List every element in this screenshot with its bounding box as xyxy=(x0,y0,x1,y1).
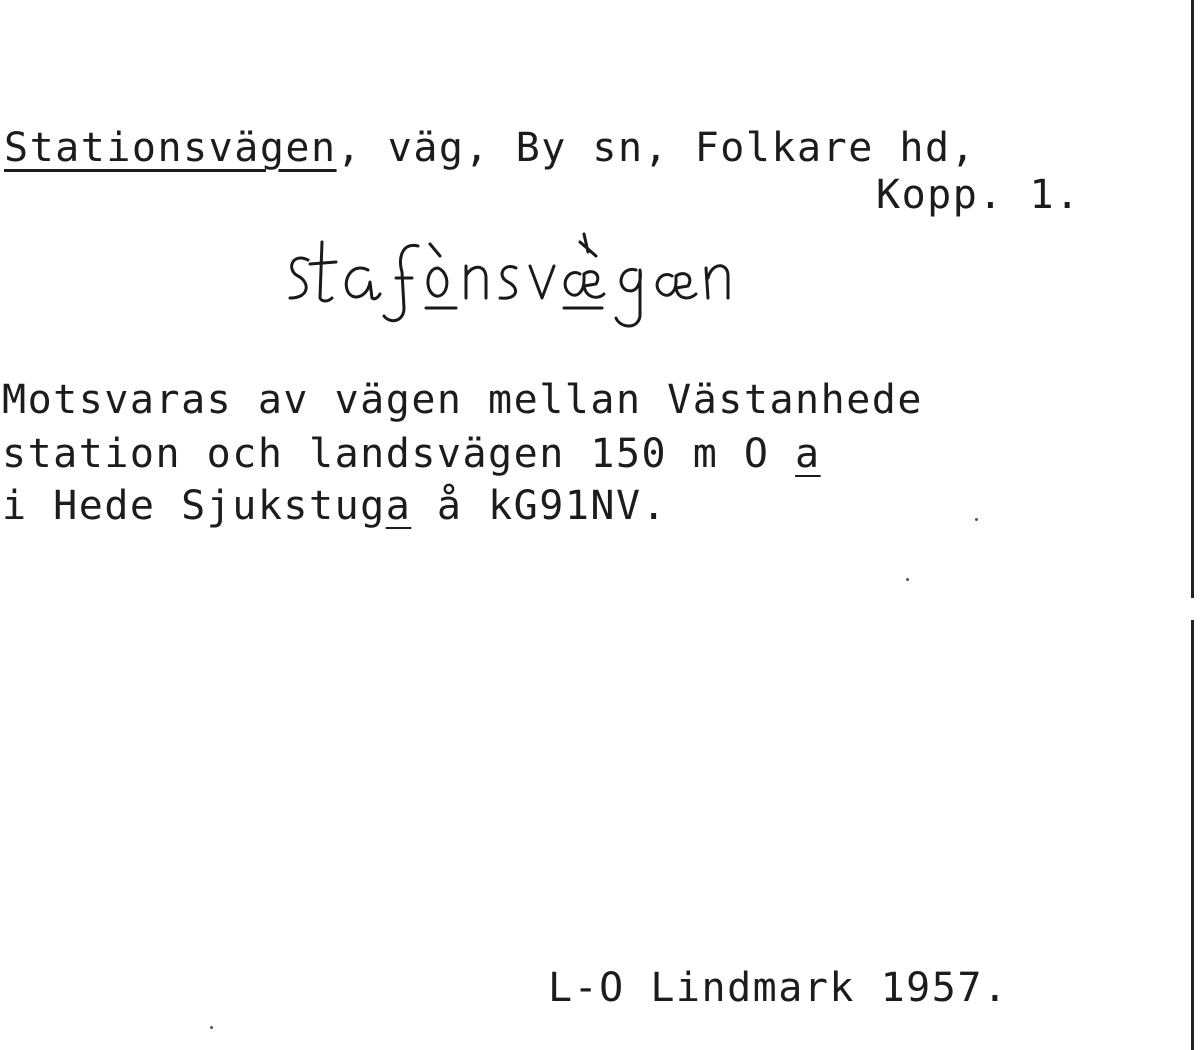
signature: L-O Lindmark 1957. xyxy=(548,965,1009,1011)
body-line-2-text: station och landsvägen 150 m O xyxy=(2,431,796,477)
body-line-3-underlined: a xyxy=(385,483,412,529)
body-line-3-text-b: å kG91NV. xyxy=(411,483,668,529)
card-edge-rule xyxy=(1191,0,1194,1050)
body-line-2 xyxy=(2,431,821,477)
scan-speck xyxy=(906,578,909,581)
card-edge-gap xyxy=(1189,598,1196,620)
scan-speck xyxy=(210,1026,213,1029)
headword: Stationsvägen xyxy=(4,125,337,171)
header-line-1 xyxy=(4,125,977,171)
body-line-3 xyxy=(2,483,668,529)
scan-speck xyxy=(975,518,978,521)
header-line-2: Kopp. 1. xyxy=(876,172,1081,218)
body-line-1: Motsvaras av vägen mellan Västanhede xyxy=(2,377,923,423)
handwritten-pronunciation xyxy=(280,212,750,342)
body-line-3-text-a: i Hede Sjukstug xyxy=(2,483,386,529)
body-line-2-underlined: a xyxy=(795,431,821,477)
header-description: , väg, By sn, Folkare hd, xyxy=(336,125,977,171)
